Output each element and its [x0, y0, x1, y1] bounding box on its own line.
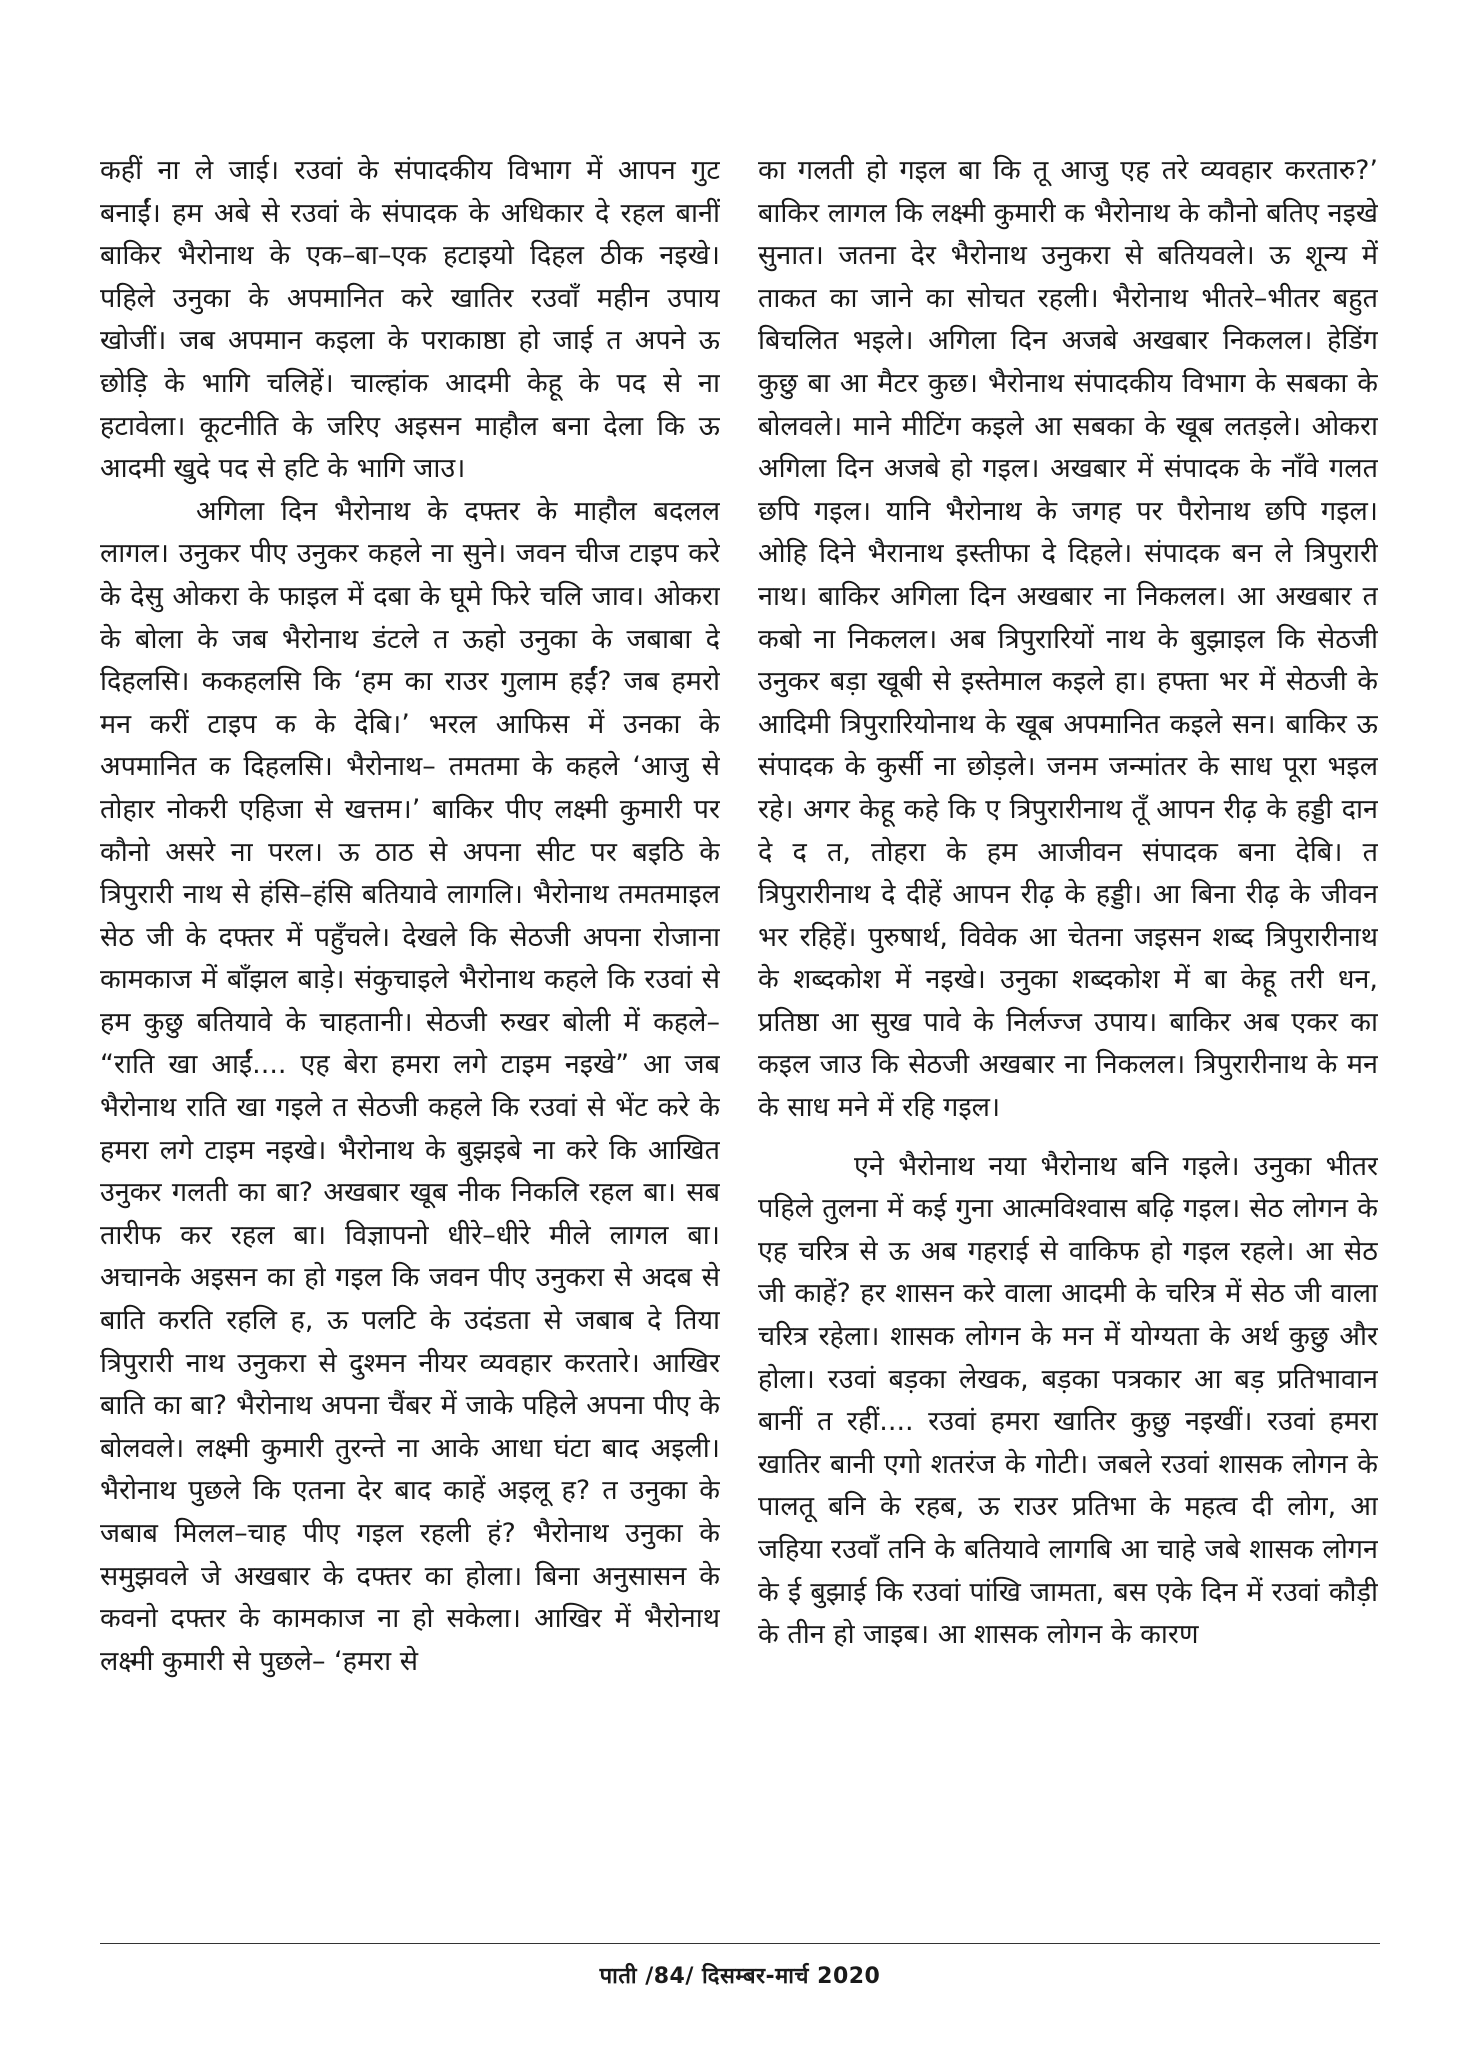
paragraph: अगिला दिन भैरोनाथ के दफ्तर के माहौल बदलल लागल। उनुकर पीए उनुकर कहले ना सुने। जवन चीज टाइप करे के देसु ओकरा के फाइल में दबा के घूमे फिरे चलि जाव। ओकरा के बोला के जब भैरोनाथ डंटले त ऊहो उनुका के जबाबा दे दिहलसि। ककहलसि कि ‘हम का राउर गुलाम हईं? जब हमरो मन करीं टाइप क के देबि।’ भरल आफिस में उनका के अपमानित क दिहलसि। भैरोनाथ– तमतमा के कहले ‘आजु से तोहार नोकरी एहिजा से खत्तम।’ बाकिर पीए लक्ष्मी कुमारी पर कौनो असरे ना परल। ऊ ठाठ से अपना सीट पर बइठि के त्रिपुरारी नाथ से हंसि–हंसि बतियावे लागलि। भैरोनाथ तमतमाइल सेठ जी के दफ्तर में पहुँचले। देखले कि सेठजी अपना रोजाना कामकाज में बाँझल बाड़े। संकुचाइले भैरोनाथ कहले कि रउवां से हम कुछु बतियावे के चाहतानी। सेठजी रुखर बोली में कहले– “राति खा आईं.... एह बेरा हमरा लगे टाइम नइखे” आ जब भैरोनाथ राति खा गइले त सेठजी कहले कि रउवां से भेंट करे के हमरा लगे टाइम नइखे। भैरोनाथ के बुझइबे ना करे कि आखित उनुकर गलती का बा? अखबार खूब नीक निकलि रहल बा। सब तारीफ कर रहल बा। विज्ञापनो धीरे–धीरे मीले लागल बा। अचानके अइसन का हो गइल कि जवन पीए उनुकरा से अदब से बाति करति रहलि ह, ऊ पलटि के उदंडता से जबाब दे तिया त्रिपुरारी नाथ उनुकरा से दुश्मन नीयर व्यवहार करतारे। आखिर बाति का बा? भैरोनाथ अपना चैंबर में जाके पहिले अपना पीए के बोलवले। लक्ष्मी कुमारी तुरन्ते ना आके आधा घंटा बाद अइली। भैरोनाथ पुछले कि एतना देर बाद काहें अइलू ह? त उनुका के जबाब मिलल–चाह पीए गइल रहली हं? भैरोनाथ उनुका के समुझवले जे अखबार के दफ्तर का होला। बिना अनुसासन के कवनो दफ्तर के कामकाज ना हो सकेला। आखिर में भैरोनाथ लक्ष्मी कुमारी से पुछले– ‘हमरा से: [100, 495, 720, 1677]
paragraph: का गलती हो गइल बा कि तू आजु एह तरे व्यवहार करतारु?’ बाकिर लागल कि लक्ष्मी कुमारी क भैरोनाथ के कौनो बतिए नइखे सुनात। जतना देर भैरोनाथ उनुकरा से बतियवले। ऊ शून्य में ताकत का जाने का सोचत रहली। भैरोनाथ भीतरे–भीतर बहुत बिचलित भइले। अगिला दिन अजबे अखबार निकलल। हेडिंग कुछु बा आ मैटर कुछ। भैरोनाथ संपादकीय विभाग के सबका के बोलवले। माने मीटिंग कइले आ सबका के खूब लतड़ले। ओकरा अगिला दिन अजबे हो गइल। अखबार में संपादक के नाँवे गलत छपि गइल। यानि भैरोनाथ के जगह पर पैरोनाथ छपि गइल। ओहि दिने भैरानाथ इस्तीफा दे दिहले। संपादक बन ले त्रिपुरारी नाथ। बाकिर अगिला दिन अखबार ना निकलल। आ अखबार त कबो ना निकलल। अब त्रिपुरारियों नाथ के बुझाइल कि सेठजी उनुकर बड़ा खूबी से इस्तेमाल कइले हा। हफ्ता भर में सेठजी के आदिमी त्रिपुरारियोनाथ के खूब अपमानित कइले सन। बाकिर ऊ संपादक के कुर्सी ना छोड़ले। जनम जन्मांतर के साध पूरा भइल रहे। अगर केहू कहे कि ए त्रिपुरारीनाथ तूँ आपन रीढ़ के हड्डी दान दे द त, तोहरा के हम आजीवन संपादक बना देबि। त त्रिपुरारीनाथ दे दीहें आपन रीढ़ के हड्डी। आ बिना रीढ़ के जीवन भर रहिहें। पुरुषार्थ, विवेक आ चेतना जइसन शब्द त्रिपुरारीनाथ के शब्दकोश में नइखे। उनुका शब्दकोश में बा केहू तरी धन, प्रतिष्ठा आ सुख पावे के निर्लज्ज उपाय। बाकिर अब एकर का कइल जाउ कि सेठजी अखबार ना निकलल। त्रिपुरारीनाथ के मन के साध मने में रहि गइल।: [758, 155, 1378, 1124]
page-footer: पाती /84/ दिसम्बर-मार्च 2020: [599, 1964, 881, 1989]
left-column: [100, 150, 720, 1930]
right-column: [758, 150, 1378, 1930]
footer-divider: [100, 1943, 1380, 1944]
paragraph: कहीं ना ले जाई। रउवां के संपादकीय विभाग में आपन गुट बनाईं। हम अबे से रउवां के संपादक के अधिकार दे रहल बानीं बाकिर भैरोनाथ के एक–बा–एक हटाइयो दिहल ठीक नइखे। पहिले उनुका के अपमानित करे खातिर रउवाँ महीन उपाय खोजीं। जब अपमान कइला के पराकाष्ठा हो जाई त अपने ऊ छोड़ि के भागि चलिहें। चाल्हांक आदमी केहू के पद से ना हटावेला। कूटनीति के जरिए अइसन माहौल बना देला कि ऊ आदमी खुदे पद से हटि के भागि जाउ।: [100, 155, 720, 485]
paragraph: एने भैरोनाथ नया भैरोनाथ बनि गइले। उनुका भीतर पहिले तुलना में कई गुना आत्मविश्वास बढ़ि गइल। सेठ लोगन के एह चरित्र से ऊ अब गहराई से वाकिफ हो गइल रहले। आ सेठ जी काहें? हर शासन करे वाला आदमी के चरित्र में सेठ जी वाला चरित्र रहेला। शासक लोगन के मन में योग्यता के अर्थ कुछु और होला। रउवां बड़का लेखक, बड़का पत्रकार आ बड़ प्रतिभावान बानीं त रहीं.... रउवां हमरा खातिर कुछु नइखीं। रउवां हमरा खातिर बानी एगो शतरंज के गोटी। जबले रउवां शासक लोगन के पालतू बनि के रहब, ऊ राउर प्रतिभा के महत्व दी लोग, आ जहिया रउवाँ तनि के बतियावे लागबि आ चाहे जबे शासक लोगन के ई बुझाई कि रउवां पांखि जामता, बस एके दिन में रउवां कौड़ी के तीन हो जाइब। आ शासक लोगन के कारण: [758, 1150, 1378, 1651]
